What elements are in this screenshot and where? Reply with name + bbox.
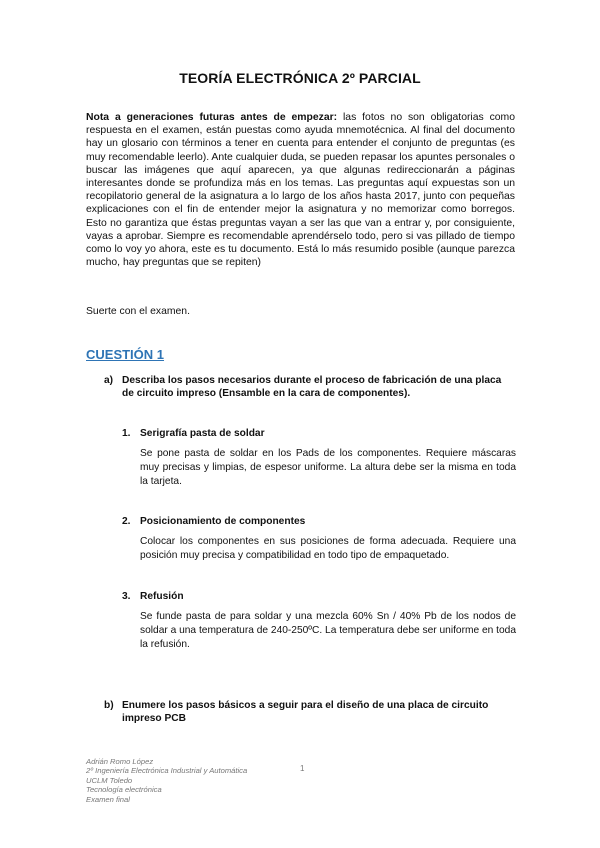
part-b [104,699,516,725]
step-number: 2. [122,516,131,527]
page-footer [86,757,247,804]
step-3-description: Se funde pasta de para soldar y una mezcla 60% Sn / 40% Pb de los nodos de soldar a una temperatura de 240-250ºC. La temperatura debe ser uniforme en toda la refusión. [140,611,516,650]
step-number: 1. [122,428,131,439]
closing-line: Suerte con el examen. [86,306,190,317]
footer-university: UCLM Toledo [86,775,133,785]
note-body: las fotos no son obligatorias como respuesta en el examen, están puestas como ayuda mnemotécnica. Al final del documento hay un glosario con términos a tener en cuenta para entender el conjunto de preguntas (es muy recomendable leerlo). Ante cualquier duda, se pueden repasar los apuntes personales o buscar las imágenes que aquí aparecen, ya que algunas redireccionarán a páginas interesantes donde se profundiza más en los temas. Las preguntas aquí expuestas son un recopilatorio general de la asignatura a lo largo de los años hasta 2017, junto con pequeñas explicaciones con el fin de entender mejor la asignatura y no memorizar como borregos. Esto no garantiza que éstas preguntas vayan a ser las que van a entrar y, por consiguiente, vayas a aprobar. Siempre es recomendable aprendérselo todo, pero si vas pillado de tiempo como lo voy yo ahora, este es tu documento. Está lo más resumido posible (aunque parezca mucho, hay preguntas que se repiten) [86,112,515,269]
note-label: Nota a generaciones futuras antes de empezar: [86,112,338,123]
part-a [104,374,516,400]
step-title: Posicionamiento de componentes [140,516,306,527]
part-a-label: a) [104,375,114,386]
question-heading: CUESTIÓN 1 [86,347,165,362]
document-title: TEORÍA ELECTRÓNICA 2º PARCIAL [179,70,421,86]
part-b-text: Enumere los pasos básicos a seguir para el diseño de una placa de circuito impreso PCB [122,700,489,724]
step-title: Refusión [140,591,184,602]
page-number: 1 [300,764,305,773]
footer-author: Adrián Romo López [86,757,154,766]
footer-subject: Tecnología electrónica [86,785,162,795]
intro-note [86,111,515,269]
step-1-heading [122,428,265,439]
part-a-text: Describa los pasos necesarios durante el proceso de fabricación de una placa de circuito impreso (Ensamble en la cara de componentes). [122,375,502,399]
step-2-description: Colocar los componentes en sus posiciones de forma adecuada. Requiere una posición muy precisa y compatibilidad en todo tipo de empaquetado. [140,536,516,561]
footer-exam: Examen final [86,794,130,804]
step-number: 3. [122,591,131,602]
part-b-label: b) [104,700,114,711]
step-3-heading [122,591,184,602]
step-1-description: Se pone pasta de soldar en los Pads de los componentes. Requiere máscaras muy precisas y limpias, de espesor uniforme. La altura debe ser la misma en toda la tarjeta. [140,448,516,487]
step-title: Serigrafía pasta de soldar [140,428,265,439]
footer-degree: 2º Ingeniería Electrónica Industrial y Automática [86,766,248,776]
step-2-heading [122,516,305,527]
